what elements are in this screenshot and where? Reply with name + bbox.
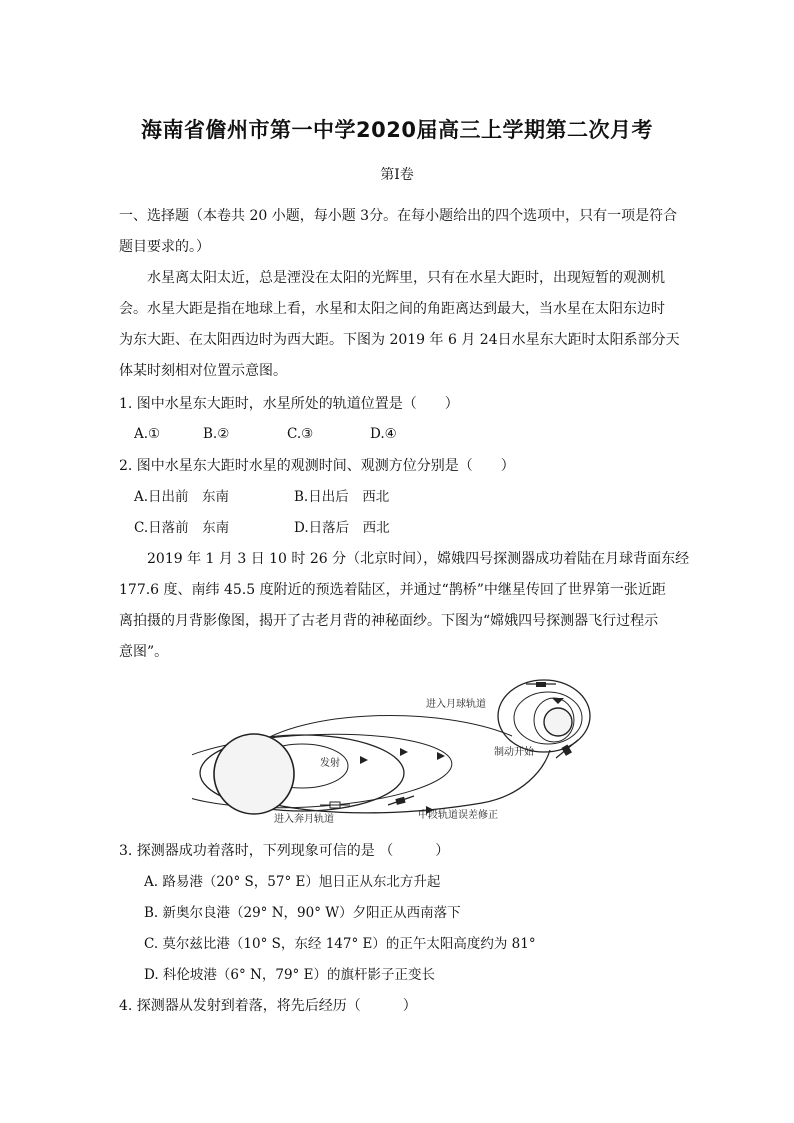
transfer-orbit-upper [252,715,512,748]
question-3-option-c: C. 莫尔兹比港（10° S，东经 147° E）的正午太阳高度约为 81° [144,936,536,952]
question-1-stem: 1. 图中水星东大距时，水星所处的轨道位置是（ ） [119,396,459,412]
flight-process-diagram [192,678,612,830]
question-1-option-b: B.② [203,426,230,442]
question-3-option-b: B. 新奥尔良港（29° N，90° W）夕阳正从西南落下 [144,905,461,921]
question-3-stem: 3. 探测器成功着落时，下列现象可信的是 （ ） [119,843,450,859]
passage1-line-3: 为东大距、在太阳西边时为西大距。下图为 2019 年 6 月 24日水星东大距时太阳系部分天 [119,332,680,348]
question-2-stem: 2. 图中水星东大距时水星的观测时间、观测方位分别是（ ） [119,458,515,474]
question-3-option-a: A. 路易港（20° S，57° E）旭日正从东北方升起 [144,874,441,890]
passage2-line-4: 意图”。 [119,644,169,660]
question-3-option-d: D. 科伦坡港（6° N，79° E）的旗杆影子正变长 [144,967,435,983]
label-launch: 发射 [320,758,340,769]
question-1-option-c: C.③ [287,426,314,442]
exam-title: 海南省儋州市第一中学2020届高三上学期第二次月考 [141,118,653,142]
probe-icon [388,796,414,805]
section-header-line-1: 一、选择题（本卷共 20 小题，每小题 3分。在每小题给出的四个选项中，只有一项是符合 [119,208,678,224]
passage2-line-2: 177.6 度、南纬 45.5 度附近的预选着陆区，并通过“鹊桥”中继星传回了世界第一张近距 [119,582,666,598]
passage1-line-1: 水星离太阳太近，总是湮没在太阳的光辉里，只有在水星大距时，出现短暂的观测机 [147,270,665,286]
orbit-arrow [360,756,368,764]
question-2-option-b: B.日出后 西北 [294,489,390,505]
question-2-option-c: C.日落前 东南 [134,520,230,536]
question-2-option-d: D.日落后 西北 [294,520,390,536]
moon-sphere [544,708,572,736]
label-braking: 制动开始 [494,747,534,758]
label-midcourse: 中段轨道误差修正 [418,810,498,821]
orbit-arrow [437,752,445,760]
volume-label: 第I卷 [380,167,414,183]
section-header-line-2: 题目要求的。） [119,239,210,255]
orbit-arrow [400,748,408,756]
question-2-option-a: A.日出前 东南 [134,489,230,505]
label-lunar-orbit: 进入月球轨道 [426,699,486,710]
passage2-line-3: 离拍摄的月背影像图，揭开了古老月背的神秘面纱。下图为“嫦娥四号探测器飞行过程示 [119,613,659,629]
question-1-option-a: A.① [134,426,161,442]
passage1-line-2: 会。水星大距是指在地球上看，水星和太阳之间的角距离达到最大，当水星在太阳东边时 [119,301,665,317]
question-1-option-d: D.④ [370,426,397,442]
label-transfer: 进入奔月轨道 [274,814,334,825]
probe-icon [526,682,556,687]
orbit-arrow [552,698,564,704]
passage1-line-4: 体某时刻相对位置示意图。 [119,363,287,379]
earth-sphere [214,734,294,814]
passage2-line-1: 2019 年 1 月 3 日 10 时 26 分（北京时间），嫦娥四号探测器成功着陆在月球背面东经 [147,551,690,567]
question-4-stem: 4. 探测器从发射到着落，将先后经历（ ） [119,998,417,1014]
